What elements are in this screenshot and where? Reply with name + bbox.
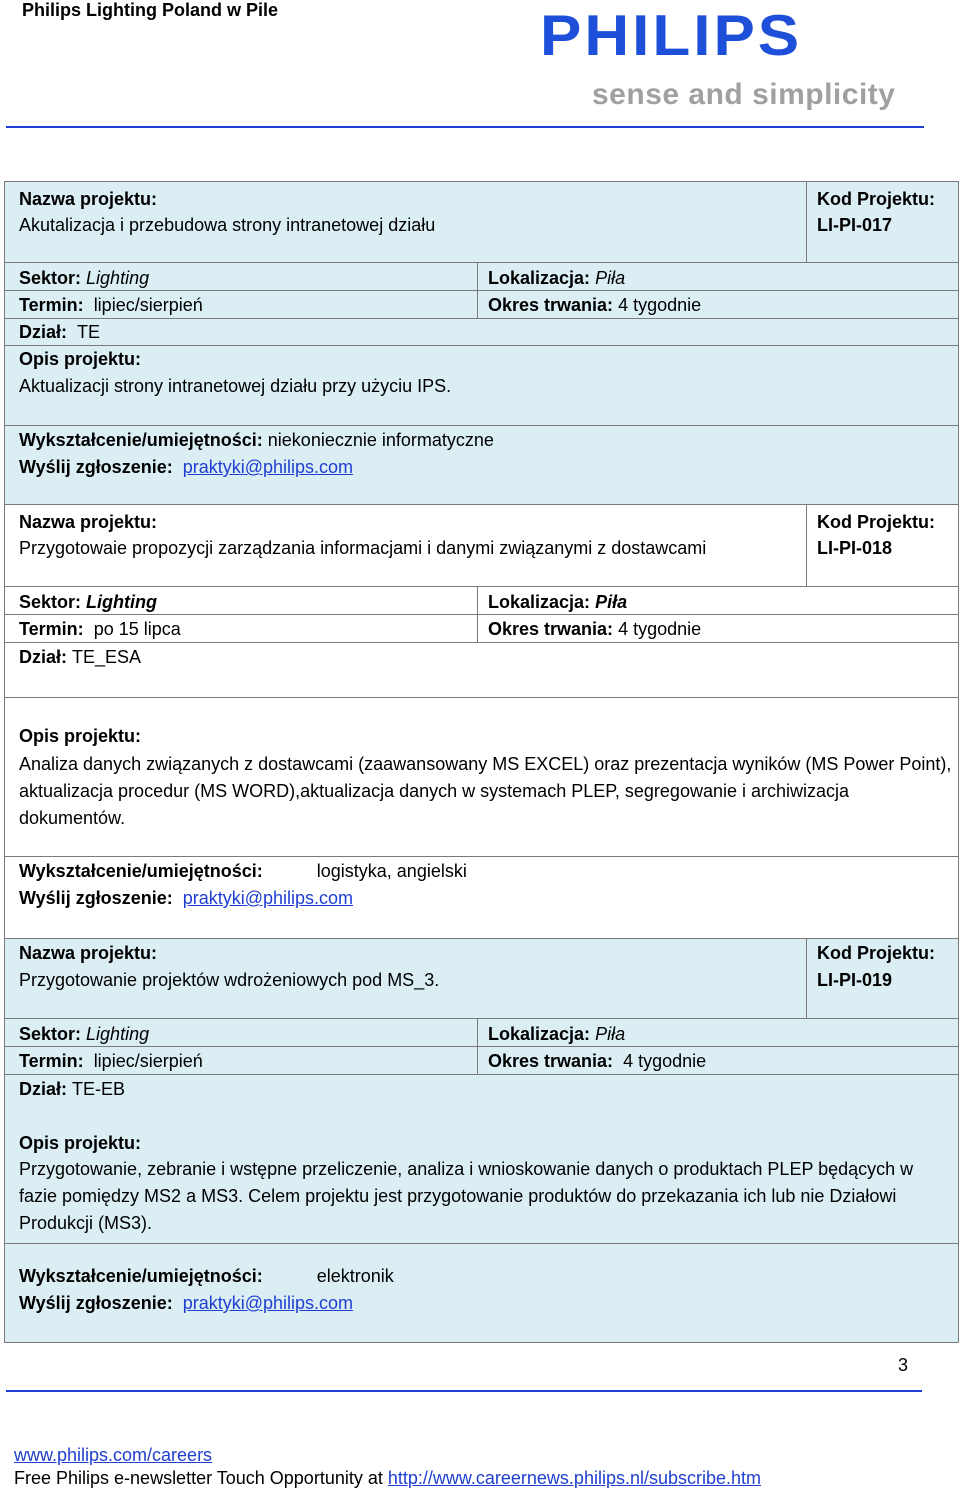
project-code-label: Kod Projektu: — [817, 943, 936, 963]
edu-label: Wykształcenie/umiejętności: — [19, 1266, 263, 1286]
sector-value: Lighting — [86, 268, 150, 288]
project-1-location-cell — [477, 262, 959, 291]
project-3-sector-cell — [4, 1018, 478, 1047]
footer-newsletter-line — [14, 1468, 761, 1489]
sector-value: Lighting — [86, 592, 158, 612]
dept-label: Dział: — [19, 322, 68, 342]
term-value: lipiec/sierpień — [93, 295, 203, 315]
edu-label: Wykształcenie/umiejętności: — [19, 861, 263, 881]
project-code-label: Kod Projektu: — [817, 512, 936, 532]
term-value: lipiec/sierpień — [93, 1051, 203, 1071]
project-3-term-cell — [4, 1046, 478, 1075]
edu-value: logistyka, angielski — [316, 861, 467, 881]
dept-value: TE — [77, 322, 101, 342]
page-number: 3 — [898, 1355, 909, 1375]
desc-label: Opis projektu: — [19, 1133, 142, 1153]
project-name-value: Przygotowaie propozycji zarządzania informacjami i danymi związanymi z dostawcami — [19, 538, 707, 558]
term-label: Termin: — [19, 619, 84, 639]
logo-wordmark: PHILIPS — [540, 4, 803, 68]
edu-value: elektronik — [316, 1266, 394, 1286]
project-3-code-cell — [806, 938, 959, 1019]
project-2-duration-cell — [477, 614, 959, 643]
email-link[interactable]: praktyki@philips.com — [182, 888, 354, 908]
edu-value: niekoniecznie informatyczne — [267, 430, 494, 450]
newsletter-text: Free Philips e-newsletter Touch Opportunity at — [14, 1468, 388, 1488]
project-3-name-cell — [4, 938, 807, 1019]
project-name-label: Nazwa projektu: — [19, 189, 158, 209]
duration-label: Okres trwania: — [488, 295, 614, 315]
project-2-code-cell — [806, 504, 959, 587]
location-value: Piła — [595, 1024, 626, 1044]
project-1-sector-cell — [4, 262, 478, 291]
location-label: Lokalizacja: — [488, 592, 591, 612]
duration-value: 4 tygodnie — [618, 619, 702, 639]
project-1-duration-cell — [477, 290, 959, 319]
duration-label: Okres trwania: — [488, 619, 614, 639]
project-3-duration-cell — [477, 1046, 959, 1075]
sector-label: Sektor: — [19, 1024, 82, 1044]
dept-label: Dział: — [19, 647, 68, 667]
send-label: Wyślij zgłoszenie: — [19, 888, 173, 908]
project-2-name-cell — [4, 504, 807, 587]
document-header-title: Philips Lighting Poland w Pile — [22, 0, 279, 20]
edu-label: Wykształcenie/umiejętności: — [19, 430, 263, 450]
newsletter-link[interactable]: http://www.careernews.philips.nl/subscribe.htm — [387, 1468, 762, 1488]
project-3-location-cell — [477, 1018, 959, 1047]
dept-value: TE-EB — [72, 1079, 126, 1099]
duration-value: 4 tygodnie — [623, 1051, 707, 1071]
project-1-desc-cell — [4, 345, 959, 426]
term-label: Termin: — [19, 295, 84, 315]
dept-value: TE_ESA — [72, 647, 142, 667]
duration-value: 4 tygodnie — [618, 295, 702, 315]
duration-label: Okres trwania: — [488, 1051, 614, 1071]
location-value: Piła — [595, 268, 626, 288]
project-2-contact-cell — [4, 856, 959, 939]
desc-value: Aktualizacji strony intranetowej działu przy użyciu IPS. — [19, 376, 452, 396]
desc-label: Opis projektu: — [19, 349, 142, 369]
project-2-location-cell — [477, 586, 959, 615]
project-2-term-cell — [4, 614, 478, 643]
email-link[interactable]: praktyki@philips.com — [182, 1293, 354, 1313]
sector-label: Sektor: — [19, 592, 82, 612]
project-code-value: LI-PI-017 — [817, 215, 893, 235]
header-rule — [6, 126, 924, 128]
footer-careers-line — [14, 1445, 212, 1466]
dept-label: Dział: — [19, 1079, 68, 1099]
desc-label: Opis projektu: — [19, 726, 142, 746]
send-label: Wyślij zgłoszenie: — [19, 1293, 173, 1313]
project-1-dept-cell — [4, 318, 959, 346]
term-value: po 15 lipca — [93, 619, 181, 639]
project-1-name-cell — [4, 181, 807, 263]
project-name-value: Przygotowanie projektów wdrożeniowych pod MS_3. — [19, 970, 440, 990]
term-label: Termin: — [19, 1051, 84, 1071]
project-name-label: Nazwa projektu: — [19, 943, 158, 963]
project-3-desc-cell — [4, 1074, 959, 1244]
send-label: Wyślij zgłoszenie: — [19, 457, 173, 477]
logo-tagline: sense and simplicity — [592, 78, 896, 111]
project-2-dept-cell — [4, 642, 959, 698]
project-code-label: Kod Projektu: — [817, 189, 936, 209]
project-1-contact-cell — [4, 425, 959, 505]
philips-logo — [540, 4, 896, 111]
project-3-contact-cell — [4, 1243, 959, 1343]
project-name-label: Nazwa projektu: — [19, 512, 158, 532]
project-code-value: LI-PI-018 — [817, 538, 893, 558]
project-code-value: LI-PI-019 — [817, 970, 893, 990]
project-1-code-cell — [806, 181, 959, 263]
location-value: Piła — [595, 592, 628, 612]
sector-label: Sektor: — [19, 268, 82, 288]
project-2-desc-cell — [4, 697, 959, 857]
careers-link[interactable]: www.philips.com/careers — [14, 1445, 213, 1465]
project-name-value: Akutalizacja i przebudowa strony intranetowej działu — [19, 215, 436, 235]
project-2-sector-cell — [4, 586, 478, 615]
email-link[interactable]: praktyki@philips.com — [182, 457, 354, 477]
location-label: Lokalizacja: — [488, 1024, 591, 1044]
project-1-term-cell — [4, 290, 478, 319]
desc-value: Przygotowanie, zebranie i wstępne przeliczenie, analiza i wnioskowanie danych o produktach PLEP będących w fazie pomiędzy MS2 a MS3. Celem projektu jest przygotowanie produktów do przekazania ich lub nie Działowi Produkcji (MS3). — [19, 1159, 914, 1233]
desc-value: Analiza danych związanych z dostawcami (zaawansowany MS EXCEL) oraz prezentacja wyników (MS Power Point), aktualizacja procedur (MS WORD),aktualizacja danych w systemach PLEP, segregowanie i archiwizacja dokumentów. — [19, 754, 952, 828]
footer-rule — [6, 1390, 922, 1392]
location-label: Lokalizacja: — [488, 268, 591, 288]
sector-value: Lighting — [86, 1024, 150, 1044]
